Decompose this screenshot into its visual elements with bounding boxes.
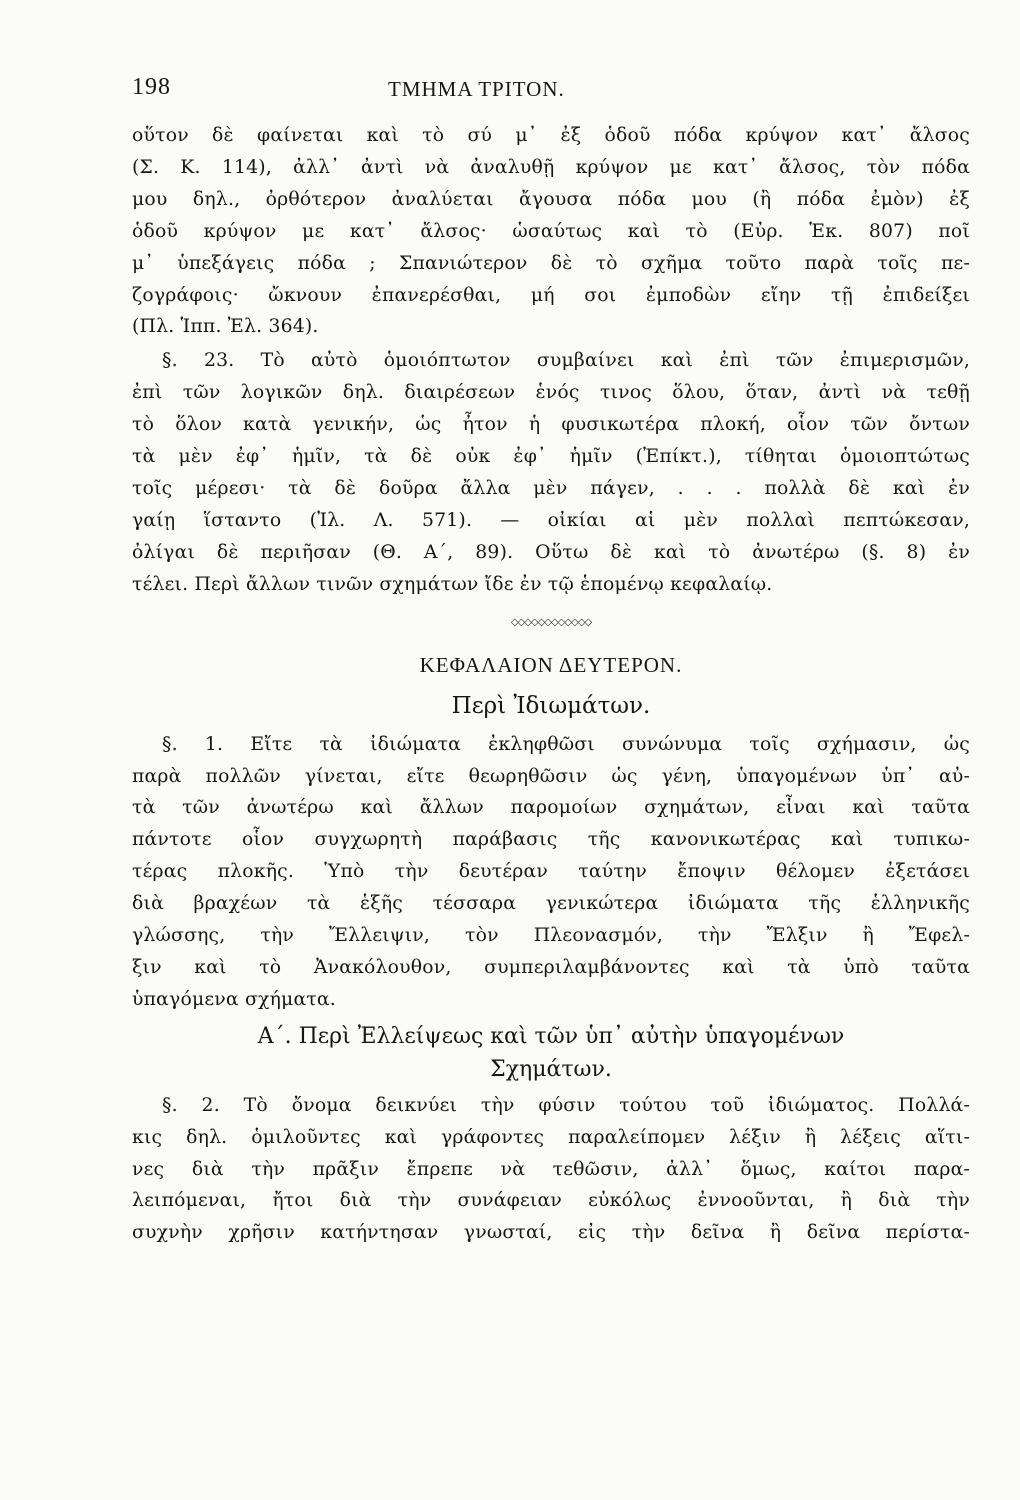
paragraph-continuation [132,120,970,343]
text-line: λειπόμεναι, ἤτοι διὰ τὴν συνάφειαν εὐκόλως ἐννοοῦνται, ἢ διὰ τὴν [132,1190,970,1212]
paragraph-section-23 [132,345,970,600]
text-line: πάντοτε οἷον συγχωρητὴ παράβασις τῆς κανονικωτέρας καὶ τυπικω- [132,829,970,851]
page-header [132,70,970,106]
text-line: παρὰ πολλῶν γίνεται, εἴτε θεωρηθῶσιν ὡς γένη, ὑπαγομένων ὑπ᾽ αὐ- [132,765,970,787]
text-line: ὑπαγόμενα σχήματα. [132,988,336,1010]
text-line: τὰ τῶν ἀνωτέρω καὶ ἄλλων παρομοίων σχημάτων, εἶναι καὶ ταῦτα [132,797,970,819]
text-line: ζογράφοις· ὤκνουν ἐπανερέσθαι, μή σοι ἐμποδὼν εἴην τῇ ἐπιδείξει [132,284,970,306]
text-line: τέλει. Περὶ ἄλλων τινῶν σχημάτων ἴδε ἐν τῷ ἑπομένῳ κεφαλαίῳ. [132,573,773,595]
text-line: τὰ μὲν ἐφ᾽ ἡμῖν, τὰ δὲ οὐκ ἐφ᾽ ἡμῖν (Ἐπίκτ.), τίθηται ὁμοιοπτώτως [132,446,970,468]
chapter-title: ΚΕΦΑΛΑΙΟΝ ΔΕΥΤΕΡΟΝ. [419,652,683,677]
text-line: ὁδοῦ κρύψον με κατ᾽ ἄλσος· ὡσαύτως καὶ τὸ (Εὐρ. Ἑκ. 807) ποῖ [132,220,970,242]
page-number: 198 [132,74,171,100]
text-line: ὀλίγαι δὲ περιῆσαν (Θ. Α΄, 89). Οὕτω δὲ καὶ τὸ ἀνωτέρω (§. 8) ἐν [132,541,970,563]
text-line: τὸ ὅλον κατὰ γενικήν, ὡς ἦτον ἡ φυσικωτέρα πλοκή, οἷον τῶν ὄντων [132,414,970,436]
running-head: ΤΜΗΜΑ ΤΡΙΤΟΝ. [388,77,565,101]
text-line: §. 23. Τὸ αὐτὸ ὁμοιόπτωτον συμβαίνει καὶ ἐπὶ τῶν ἐπιμερισμῶν, [162,350,970,372]
paragraph-section-1 [132,729,970,1016]
section-title [132,1020,970,1086]
text-line: νες διὰ τὴν πρᾶξιν ἔπρεπε νὰ τεθῶσιν, ἀλλ᾽ ὅμως, καίτοι παρα- [132,1158,970,1180]
text-line: διὰ βραχέων τὰ ἑξῆς τέσσαρα γενικώτερα ἰδιώματα τῆς ἑλληνικῆς [132,893,970,915]
text-line: §. 1. Εἴτε τὰ ἰδιώματα ἐκληφθῶσι συνώνυμα τοῖς σχήμασιν, ὡς [162,733,970,755]
text-line: τοῖς μέρεσι· τὰ δὲ δοῦρα ἄλλα μὲν πάγεν, . . . πολλὰ δὲ καὶ ἐν [132,477,970,499]
text-line: ἐπὶ τῶν λογικῶν δηλ. διαιρέσεων ἑνός τινος ὅλου, ὅταν, ἀντὶ νὰ τεθῇ [132,382,970,404]
section-title-line: Σχημάτων. [490,1056,612,1082]
text-line: μου δηλ., ὀρθότερον ἀναλύεται ἄγουσα πόδα μου (ἢ πόδα ἐμὸν) ἐξ [132,188,970,210]
text-line: γαίῃ ἵσταντο (Ἰλ. Λ. 571). — οἰκίαι αἱ μὲν πολλαὶ πεπτώκεσαν, [132,509,970,531]
text-line: συχνὴν χρῆσιν κατήντησαν γνωσταί, εἰς τὴν δεῖνα ἢ δεῖνα περίστα- [132,1222,970,1244]
text-line: τέρας πλοκῆς. Ὑπὸ τὴν δευτέραν ταύτην ἔποψιν θέλομεν ἐξετάσει [132,861,970,883]
chapter-subtitle: Περὶ Ἰδιωμάτων. [451,692,651,719]
text-line: (Πλ. Ἱππ. Ἐλ. 364). [132,316,319,338]
text-line: (Σ. Κ. 114), ἀλλ᾽ ἀντὶ νὰ ἀναλυθῇ κρύψον με κατ᾽ ἄλσος, τὸν πόδα [132,156,970,178]
text-line: κις δηλ. ὁμιλοῦντες καὶ γράφοντες παραλείπομεν λέξιν ἢ λέξεις αἵτι- [132,1126,970,1148]
text-line: γλώσσης, τὴν Ἔλλειψιν, τὸν Πλεονασμόν, τὴν Ἔλξιν ἢ Ἔφελ- [132,925,970,947]
text-line: οὕτον δὲ φαίνεται καὶ τὸ σύ μ᾽ ἐξ ὁδοῦ πόδα κρύψον κατ᾽ ἄλσος [132,125,970,146]
ornamental-divider: ◇◇◇◇◇◇◇◇◇◇◇◇ [510,616,592,628]
text-line: ξιν καὶ τὸ Ἀνακόλουθον, συμπεριλαμβάνοντες καὶ τὰ ὑπὸ ταῦτα [132,956,970,978]
section-title-line: Α΄. Περὶ Ἐλλείψεως καὶ τῶν ὑπ᾽ αὐτὴν ὑπαγομένων [257,1023,845,1049]
paragraph-section-2 [132,1090,970,1250]
text-line: μ᾽ ὑπεξάγεις πόδα ; Σπανιώτερον δὲ τὸ σχῆμα τοῦτο παρὰ τοῖς πε- [132,252,970,274]
book-page [132,70,970,1450]
text-line: §. 2. Τὸ ὄνομα δεικνύει τὴν φύσιν τούτου τοῦ ἰδιώματος. Πολλά- [162,1094,970,1116]
